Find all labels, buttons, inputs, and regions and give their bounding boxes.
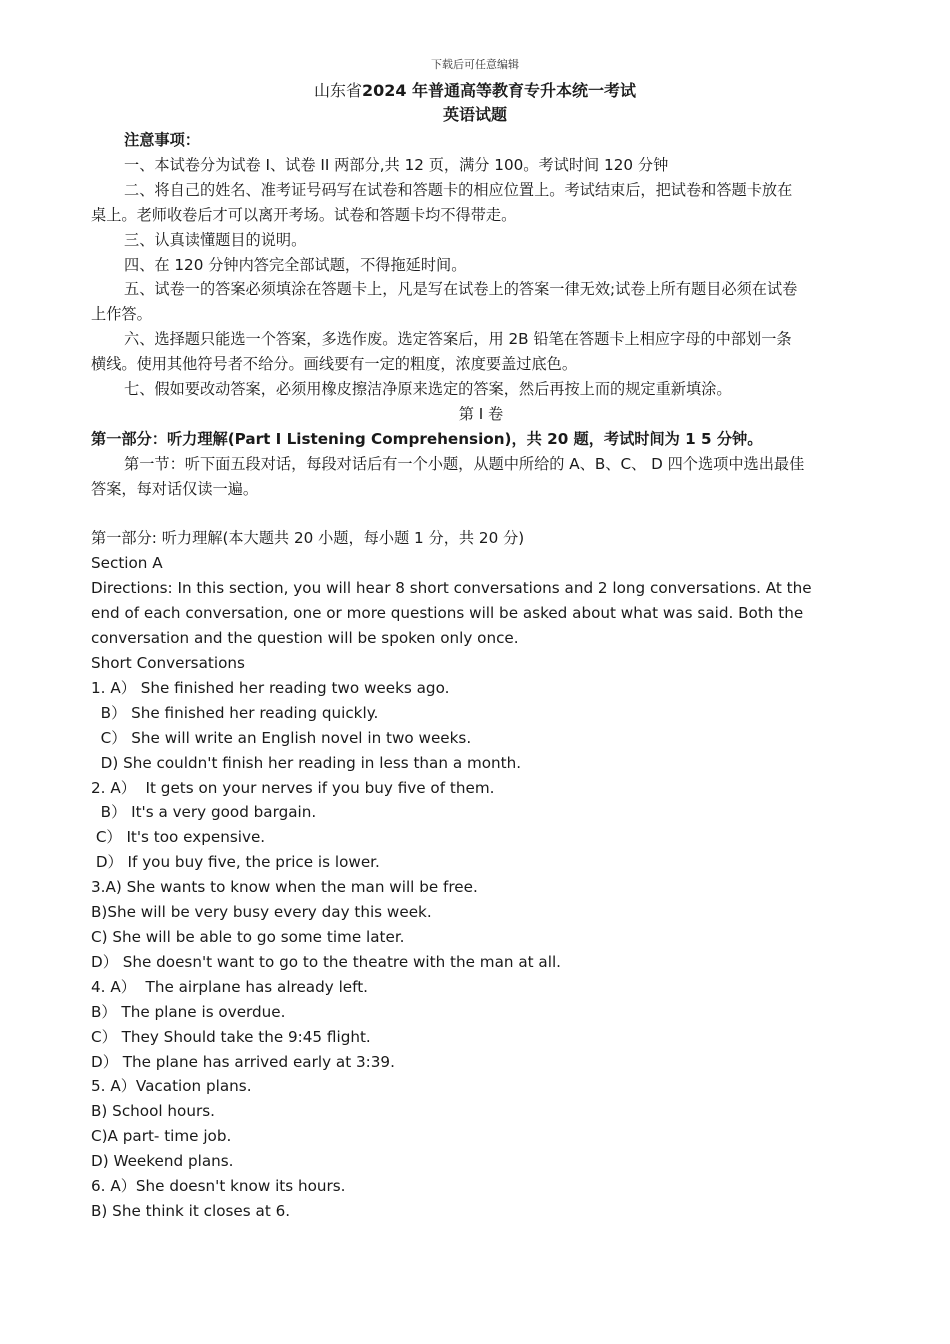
question-list <box>91 676 871 1224</box>
question-option: 1. A） She finished her reading two weeks ago. <box>91 678 450 697</box>
volume-label: 第 I 卷 <box>458 404 504 423</box>
exam-body <box>91 128 871 1224</box>
question-option: B) She think it closes at 6. <box>91 1201 291 1220</box>
question-option: C） They Should take the 9:45 flight. <box>91 1027 371 1046</box>
part1-heading: 第一部分：听力理解(Part I Listening Comprehension)，共 20 题，考试时间为 1 5 分钟。 <box>91 429 763 448</box>
question-option: D) Weekend plans. <box>91 1152 234 1171</box>
exam-subtitle: 英语试题 <box>442 105 507 124</box>
notice-item: 上作答。 <box>91 305 152 324</box>
download-note: 下载后可任意编辑 <box>431 58 519 71</box>
question-option: C） It's too expensive. <box>91 828 266 847</box>
directions-line: conversation and the question will be spoken only once. <box>91 629 519 648</box>
section-label: Section A <box>91 554 163 573</box>
title-prefix: 山东省 <box>313 81 362 100</box>
question-option: 5. A）Vacation plans. <box>91 1077 252 1096</box>
question-option: 2. A） It gets on your nerves if you buy five of them. <box>91 778 495 797</box>
question-option: B) School hours. <box>91 1102 215 1121</box>
question-option: C) She will be able to go some time later. <box>91 927 405 946</box>
directions-line: end of each conversation, one or more questions will be asked about what was said. Both the <box>91 604 804 623</box>
short-conversations-label: Short Conversations <box>91 654 245 673</box>
notice-heading: 注意事项： <box>124 131 200 149</box>
question-option: D） If you buy five, the price is lower. <box>91 853 380 872</box>
section-intro: 第一节：听下面五段对话，每段对话后有一个小题，从题中所给的 A、B、C、 D 四个选项中选出最佳 <box>124 454 805 473</box>
notice-item: 五、试卷一的答案必须填涂在答题卡上，凡是写在试卷上的答案一律无效;试卷上所有题目必须在试卷 <box>124 280 798 299</box>
notice-item: 六、选择题只能选一个答案，多选作废。选定答案后，用 2B 铅笔在答题卡上相应字母的中部划一条 <box>124 330 792 349</box>
directions-line: Directions: In this section, you will hear 8 short conversations and 2 long conversations. At the <box>91 579 812 598</box>
question-option: D) She couldn't finish her reading in less than a month. <box>91 753 522 772</box>
notice-item: 一、本试卷分为试卷 I、试卷 II 两部分,共 12 页，满分 100。考试时间 120 分钟 <box>124 155 669 174</box>
question-option: 3.A) She wants to know when the man will be free. <box>91 878 478 897</box>
question-option: D） The plane has arrived early at 3:39. <box>91 1052 395 1071</box>
exam-title <box>0 80 950 102</box>
question-option: 6. A）She doesn't know its hours. <box>91 1177 346 1196</box>
question-option: C） She will write an English novel in two weeks. <box>91 728 472 747</box>
notice-item: 四、在 120 分钟内答完全部试题，不得拖延时间。 <box>124 255 467 274</box>
notice-item: 三、认真读懂题目的说明。 <box>124 230 307 249</box>
question-option: B） The plane is overdue. <box>91 1002 286 1021</box>
question-option: D） She doesn't want to go to the theatre with the man at all. <box>91 952 562 971</box>
section-intro: 答案，每对话仅读一遍。 <box>91 479 259 498</box>
notice-item: 七、假如要改动答案，必须用橡皮擦洁净原来选定的答案，然后再按上而的规定重新填涂。 <box>124 380 732 399</box>
spacer <box>91 502 871 527</box>
notice-item: 二、将自己的姓名、准考证号码写在试卷和答题卡的相应位置上。考试结束后，把试卷和答题卡放在 <box>124 180 793 199</box>
part1-subheading: 第一部分: 听力理解(本大题共 20 小题，每小题 1 分，共 20 分) <box>91 529 525 548</box>
title-bold: 2024 年普通高等教育专升本统一考试 <box>361 81 637 100</box>
question-option: B） It's a very good bargain. <box>91 803 317 822</box>
question-option: B） She finished her reading quickly. <box>91 703 379 722</box>
notice-item: 桌上。老师收卷后才可以离开考场。试卷和答题卡均不得带走。 <box>91 205 517 224</box>
notice-item: 横线。使用其他符号者不给分。画线要有一定的粗度，浓度要盖过底色。 <box>91 355 577 374</box>
question-option: C)A part- time job. <box>91 1127 232 1146</box>
question-option: B)She will be very busy every day this week. <box>91 903 432 922</box>
question-option: 4. A） The airplane has already left. <box>91 977 369 996</box>
